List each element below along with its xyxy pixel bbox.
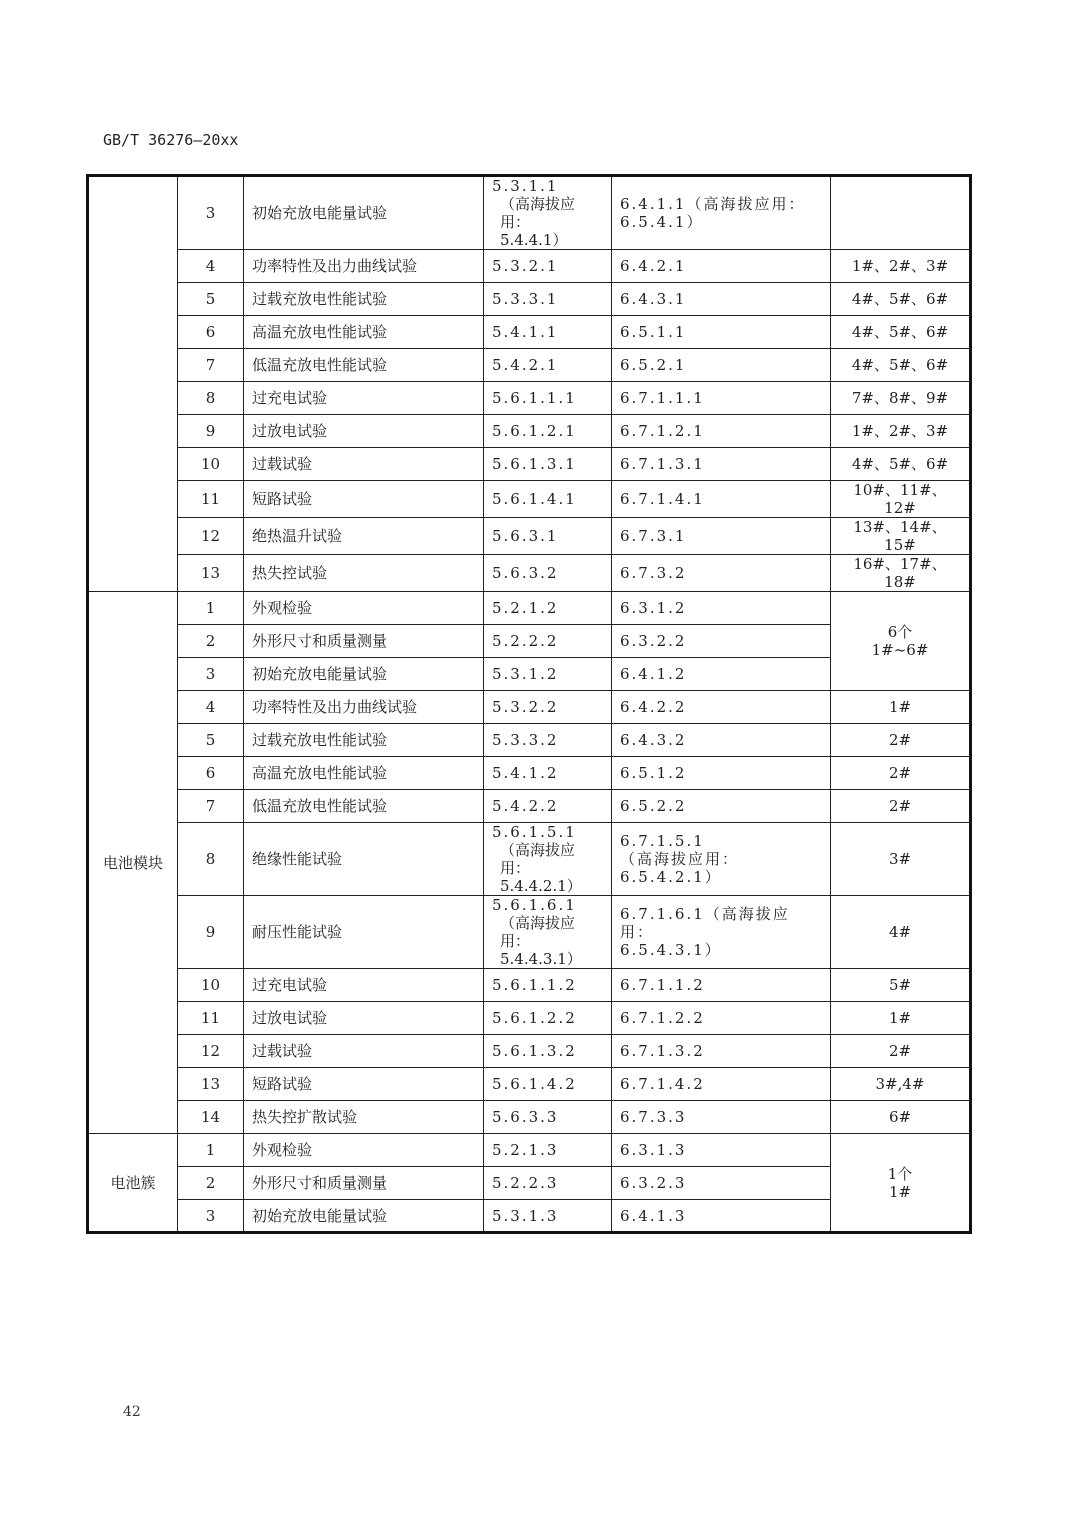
category-cell: 电池簇 — [88, 1134, 178, 1233]
sample-cell: 2# — [831, 1035, 971, 1068]
method-line: （高海拔应用：6.5.4.2.1） — [620, 850, 740, 886]
test-item-name: 绝缘性能试验 — [244, 823, 484, 896]
table-row — [88, 757, 971, 790]
table-row — [88, 316, 971, 349]
test-method-clause: 6.4.1.2 — [612, 658, 831, 691]
test-method-clause: 6.7.1.2.1 — [612, 415, 831, 448]
table-row — [88, 1035, 971, 1068]
method-line: 6.7.1.6.1（高海拔应用： — [620, 905, 790, 941]
test-item-name: 外形尺寸和质量测量 — [244, 625, 484, 658]
test-method-clause: 6.3.1.3 — [612, 1134, 831, 1167]
table-row — [88, 176, 971, 250]
requirement-clause — [484, 176, 612, 250]
item-number: 1 — [178, 592, 244, 625]
requirement-clause: 5.6.1.3.1 — [484, 448, 612, 481]
sample-cell: 13#、14#、15# — [831, 518, 971, 555]
sample-cell: 4#、5#、6# — [831, 316, 971, 349]
test-method-clause: 6.5.2.1 — [612, 349, 831, 382]
sample-cell: 1# — [831, 1002, 971, 1035]
requirement-clause: 5.3.1.3 — [484, 1200, 612, 1233]
item-number: 9 — [178, 415, 244, 448]
sample-cell: 4#、5#、6# — [831, 448, 971, 481]
test-item-name: 初始充放电能量试验 — [244, 658, 484, 691]
item-number: 11 — [178, 481, 244, 518]
item-number: 5 — [178, 283, 244, 316]
table-row — [88, 555, 971, 592]
sample-cell: 4# — [831, 896, 971, 969]
table-row — [88, 969, 971, 1002]
test-method-clause: 6.7.1.1.1 — [612, 382, 831, 415]
requirement-clause: 5.2.1.3 — [484, 1134, 612, 1167]
test-method-clause: 6.7.1.1.2 — [612, 969, 831, 1002]
test-item-name: 短路试验 — [244, 1068, 484, 1101]
test-item-name: 低温充放电性能试验 — [244, 790, 484, 823]
table-row — [88, 1068, 971, 1101]
test-item-name: 外观检验 — [244, 592, 484, 625]
table-row — [88, 691, 971, 724]
requirement-clause: 5.6.3.2 — [484, 555, 612, 592]
method-line: 6.4.1.1（高海拔应用： — [620, 195, 806, 213]
sample-group-cell — [831, 1134, 971, 1233]
clause-line: （高海拔应用： — [500, 914, 576, 950]
test-method-clause: 6.5.1.2 — [612, 757, 831, 790]
requirement-clause: 5.6.1.2.1 — [484, 415, 612, 448]
requirement-clause: 5.6.1.3.2 — [484, 1035, 612, 1068]
clause-line: 5.6.1.5.1 — [492, 823, 577, 841]
clause-line: 5.3.1.1 — [492, 177, 559, 195]
table-row — [88, 823, 971, 896]
clause-line: （高海拔应用： — [500, 841, 576, 877]
table-row — [88, 1101, 971, 1134]
test-item-name: 过充电试验 — [244, 969, 484, 1002]
clause-line: 5.4.4.1） — [500, 231, 568, 249]
table-row — [88, 1134, 971, 1167]
sample-cell: 4#、5#、6# — [831, 349, 971, 382]
test-item-name: 短路试验 — [244, 481, 484, 518]
sample-cell: 1#、2#、3# — [831, 250, 971, 283]
category-cell — [88, 176, 178, 592]
test-item-name: 过载试验 — [244, 1035, 484, 1068]
item-number: 2 — [178, 1167, 244, 1200]
requirement-clause: 5.6.1.1.2 — [484, 969, 612, 1002]
test-method-clause — [612, 896, 831, 969]
requirement-clause: 5.2.2.3 — [484, 1167, 612, 1200]
sample-cell — [831, 176, 971, 250]
test-item-name: 热失控试验 — [244, 555, 484, 592]
test-item-name: 高温充放电性能试验 — [244, 757, 484, 790]
item-number: 12 — [178, 1035, 244, 1068]
item-number: 8 — [178, 382, 244, 415]
item-number: 3 — [178, 658, 244, 691]
test-item-name: 初始充放电能量试验 — [244, 1200, 484, 1233]
test-item-name: 低温充放电性能试验 — [244, 349, 484, 382]
table-row — [88, 448, 971, 481]
test-method-clause: 6.7.1.3.1 — [612, 448, 831, 481]
test-item-name: 外观检验 — [244, 1134, 484, 1167]
table-row — [88, 349, 971, 382]
item-number: 10 — [178, 448, 244, 481]
method-line: 6.5.4.3.1） — [620, 941, 722, 959]
test-method-clause — [612, 176, 831, 250]
item-number: 8 — [178, 823, 244, 896]
item-number: 7 — [178, 790, 244, 823]
requirement-clause: 5.6.3.1 — [484, 518, 612, 555]
test-method-clause: 6.3.2.3 — [612, 1167, 831, 1200]
table-row — [88, 481, 971, 518]
table-row — [88, 790, 971, 823]
test-item-name: 过载试验 — [244, 448, 484, 481]
item-number: 3 — [178, 176, 244, 250]
item-number: 1 — [178, 1134, 244, 1167]
sample-cell: 3#,4# — [831, 1068, 971, 1101]
test-method-clause: 6.4.2.2 — [612, 691, 831, 724]
item-number: 3 — [178, 1200, 244, 1233]
test-item-name: 耐压性能试验 — [244, 896, 484, 969]
item-number: 12 — [178, 518, 244, 555]
table-row — [88, 896, 971, 969]
category-cell: 电池模块 — [88, 592, 178, 1134]
test-method-clause: 6.7.1.4.2 — [612, 1068, 831, 1101]
table-row — [88, 724, 971, 757]
requirement-clause: 5.4.1.2 — [484, 757, 612, 790]
sample-group-cell — [831, 592, 971, 691]
table-row — [88, 382, 971, 415]
item-number: 6 — [178, 757, 244, 790]
requirement-clause: 5.6.1.1.1 — [484, 382, 612, 415]
test-method-clause — [612, 823, 831, 896]
requirement-clause: 5.3.3.1 — [484, 283, 612, 316]
item-number: 9 — [178, 896, 244, 969]
table-row — [88, 283, 971, 316]
item-number: 14 — [178, 1101, 244, 1134]
item-number: 11 — [178, 1002, 244, 1035]
test-method-clause: 6.5.2.2 — [612, 790, 831, 823]
requirement-clause: 5.6.1.4.1 — [484, 481, 612, 518]
clause-line: 5.6.1.6.1 — [492, 896, 577, 914]
table-row — [88, 592, 971, 625]
test-item-name: 功率特性及出力曲线试验 — [244, 250, 484, 283]
item-number: 5 — [178, 724, 244, 757]
test-item-name: 过载充放电性能试验 — [244, 283, 484, 316]
requirement-clause: 5.3.3.2 — [484, 724, 612, 757]
test-item-name: 过充电试验 — [244, 382, 484, 415]
item-number: 2 — [178, 625, 244, 658]
item-number: 7 — [178, 349, 244, 382]
requirement-clause: 5.6.3.3 — [484, 1101, 612, 1134]
sample-cell: 4#、5#、6# — [831, 283, 971, 316]
item-number: 4 — [178, 250, 244, 283]
sample-cell: 7#、8#、9# — [831, 382, 971, 415]
test-item-name: 高温充放电性能试验 — [244, 316, 484, 349]
test-method-clause: 6.7.3.1 — [612, 518, 831, 555]
test-item-name: 过载充放电性能试验 — [244, 724, 484, 757]
requirement-clause: 5.4.2.2 — [484, 790, 612, 823]
method-line: 6.5.4.1） — [620, 213, 704, 231]
test-method-clause: 6.7.3.3 — [612, 1101, 831, 1134]
test-method-clause: 6.3.2.2 — [612, 625, 831, 658]
item-number: 13 — [178, 555, 244, 592]
test-method-clause: 6.4.2.1 — [612, 250, 831, 283]
requirement-clause: 5.6.1.4.2 — [484, 1068, 612, 1101]
requirement-clause: 5.3.2.1 — [484, 250, 612, 283]
clause-line: 5.4.4.2.1） — [500, 877, 582, 895]
test-item-name: 功率特性及出力曲线试验 — [244, 691, 484, 724]
clause-line: 5.4.4.3.1） — [500, 950, 582, 968]
table-row — [88, 518, 971, 555]
sample-cell: 5# — [831, 969, 971, 1002]
item-number: 13 — [178, 1068, 244, 1101]
requirement-clause: 5.2.1.2 — [484, 592, 612, 625]
test-item-name: 初始充放电能量试验 — [244, 176, 484, 250]
test-item-name: 外形尺寸和质量测量 — [244, 1167, 484, 1200]
test-method-clause: 6.7.3.2 — [612, 555, 831, 592]
test-item-name: 热失控扩散试验 — [244, 1101, 484, 1134]
test-method-clause: 6.5.1.1 — [612, 316, 831, 349]
requirement-clause: 5.3.1.2 — [484, 658, 612, 691]
sample-line: 1#~6# — [871, 641, 929, 659]
test-item-name: 过放电试验 — [244, 415, 484, 448]
table-row — [88, 250, 971, 283]
requirement-clause — [484, 823, 612, 896]
sample-cell: 10#、11#、12# — [831, 481, 971, 518]
sample-cell: 2# — [831, 757, 971, 790]
sample-cell: 16#、17#、18# — [831, 555, 971, 592]
sample-cell: 3# — [831, 823, 971, 896]
test-method-clause: 6.4.3.2 — [612, 724, 831, 757]
test-item-name: 过放电试验 — [244, 1002, 484, 1035]
requirement-clause: 5.4.1.1 — [484, 316, 612, 349]
sample-line: 1个 — [887, 1164, 913, 1183]
clause-line: （高海拔应用： — [500, 195, 576, 231]
test-method-clause: 6.7.1.2.2 — [612, 1002, 831, 1035]
item-number: 10 — [178, 969, 244, 1002]
test-method-clause: 6.3.1.2 — [612, 592, 831, 625]
requirement-clause: 5.3.2.2 — [484, 691, 612, 724]
sample-cell: 2# — [831, 790, 971, 823]
requirement-clause: 5.6.1.2.2 — [484, 1002, 612, 1035]
document-header: GB/T 36276—20xx — [103, 131, 239, 149]
test-item-name: 绝热温升试验 — [244, 518, 484, 555]
page-number: 42 — [123, 1404, 141, 1420]
test-items-table — [86, 174, 972, 1234]
requirement-clause: 5.2.2.2 — [484, 625, 612, 658]
test-method-clause: 6.4.3.1 — [612, 283, 831, 316]
sample-cell: 2# — [831, 724, 971, 757]
sample-line: 1# — [888, 1182, 912, 1201]
sample-line: 6个 — [887, 623, 913, 641]
item-number: 6 — [178, 316, 244, 349]
requirement-clause: 5.4.2.1 — [484, 349, 612, 382]
test-method-clause: 6.4.1.3 — [612, 1200, 831, 1233]
table-row — [88, 415, 971, 448]
sample-cell: 1# — [831, 691, 971, 724]
method-line: 6.7.1.5.1 — [620, 832, 705, 850]
requirement-clause — [484, 896, 612, 969]
sample-cell: 1#、2#、3# — [831, 415, 971, 448]
sample-cell: 6# — [831, 1101, 971, 1134]
item-number: 4 — [178, 691, 244, 724]
table-row — [88, 1002, 971, 1035]
test-method-clause: 6.7.1.3.2 — [612, 1035, 831, 1068]
test-method-clause: 6.7.1.4.1 — [612, 481, 831, 518]
